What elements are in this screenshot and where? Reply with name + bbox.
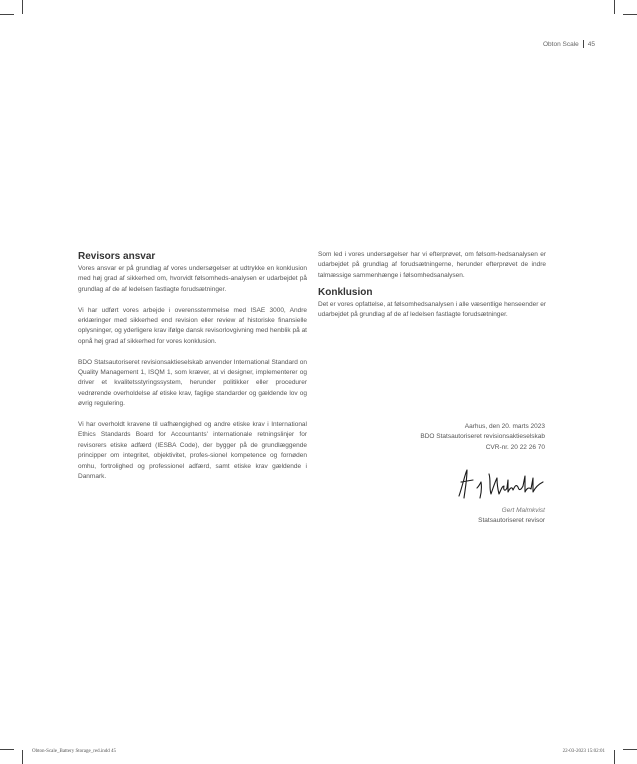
signature-place-block xyxy=(420,422,545,453)
signer-title: Statsautoriseret revisor xyxy=(478,517,545,525)
signer-name: Gert Malmkvist xyxy=(501,507,545,514)
cvr-number: CVR-nr. 20 22 26 70 xyxy=(485,443,545,451)
left-column xyxy=(78,250,307,493)
running-header xyxy=(543,40,595,48)
handwritten-signature xyxy=(455,466,545,500)
right-column xyxy=(318,250,546,331)
paragraph: BDO Statsautoriseret revisionsaktieselskab anvender International Standard on Quality Management 1, ISQM 1, som kræver, at vi designer, implementerer og driver et kvalitetsstyringssystem, herunder politikker eller procedurer vedrørende overholdelse af etiske krav, faglige standarder og gældende lov og øvrig regulering. xyxy=(78,358,307,408)
paragraph: Vi har overholdt kravene til uafhængighed og andre etiske krav i International Ethics Standards Board for Accountants' internationale retningslinjer for revisorers etiske adfærd (IESBA Code), der bygger på de grundlæggende principper om integritet, objektivitet, profes-sionel kompetence og fornøden omhu, fortrolighed og professionel adfærd, samt etiske krav gældende i Danmark. xyxy=(78,421,307,481)
crop-mark xyxy=(614,0,615,14)
place-date: Aarhus, den 20. marts 2023 xyxy=(464,423,545,430)
paragraph: Det er vores opfattelse, at følsomhedsanalysen i alle væsentlige henseender er udarbejdet på grundlag af de af ledelsen fastlagte forudsætninger. xyxy=(318,300,546,319)
header-separator xyxy=(583,40,584,48)
section-heading-konklusion: Konklusion xyxy=(318,286,373,298)
footer-timestamp: 22-03-2023 15:02:01 xyxy=(562,749,605,754)
crop-mark xyxy=(623,749,637,750)
footer-file-slug: Obton-Scale_Battery Storage_red.indd 45 xyxy=(32,749,117,754)
signer-block xyxy=(478,506,545,527)
section-heading-revisors-ansvar: Revisors ansvar xyxy=(78,251,156,262)
crop-mark xyxy=(22,0,23,14)
paragraph: Som led i vores undersøgelser har vi efterprøvet, om følsom-hedsanalysen er udarbejdet på grundlag af forudsætningerne, herunder efterprøvet de indre talmæssige sammenhænge i følsomhedsanalysen. xyxy=(318,251,546,279)
crop-mark xyxy=(0,749,14,750)
crop-mark xyxy=(0,14,14,15)
crop-mark xyxy=(623,14,637,15)
crop-mark xyxy=(22,750,23,764)
firm-name: BDO Statsautoriseret revisionsaktieselskab xyxy=(420,433,545,441)
paragraph: Vi har udført vores arbejde i overensstemmelse med ISAE 3000, Andre erklæringer med sikkerhed end revision eller review af historiske finansielle oplysninger, og yderligere krav ifølge dansk revisorlovgivning med henblik på at opnå høj grad af sikkerhed for vores konklusion. xyxy=(78,306,307,345)
header-title: Obton Scale xyxy=(542,40,579,48)
crop-mark xyxy=(614,750,615,764)
paragraph: Vores ansvar er på grundlag af vores undersøgelser at udtrykke en konklusion med høj grad af sikkerhed om, hvorvidt følsomheds-analysen er udarbejdet på grundlag af de af ledelsen fastlagte forudsætninger. xyxy=(78,265,307,293)
page-number: 45 xyxy=(587,40,595,48)
